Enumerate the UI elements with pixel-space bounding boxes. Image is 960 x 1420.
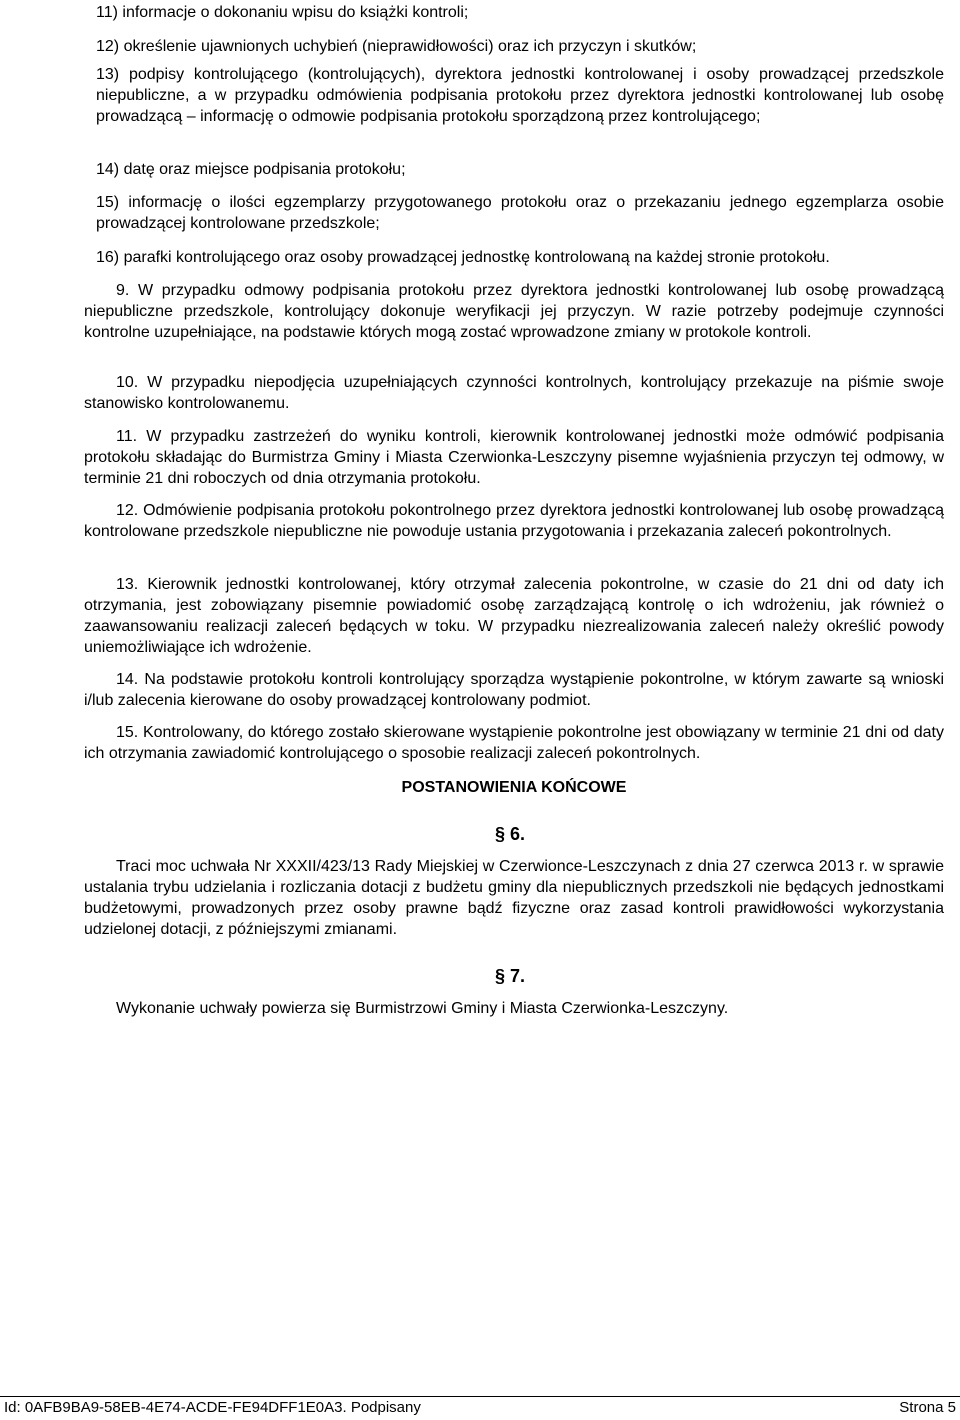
section-7-sign: § 7. bbox=[495, 966, 526, 986]
paragraph-14: 14. Na podstawie protokołu kontroli kontrolujący sporządza wystąpienie pokontrolne, w którym zawarte są wnioski i/lub zalecenia kierowane do osoby prowadzącej kontrolowany podmiot. bbox=[84, 671, 944, 709]
paragraph-9: 9. W przypadku odmowy podpisania protokołu przez dyrektora jednostki kontrolowanej lub osobę prowadzącą niepubliczne przedszkole, kontrolujący dokonuje weryfikacji jej przyczyn. W razie potrzeby podejmuje czynności kontrolne uzupełniające, na podstawie których mogą zostać wprowadzone zmiany w protokole kontroli. bbox=[84, 282, 944, 341]
section-7-text: Wykonanie uchwały powierza się Burmistrzowi Gminy i Miasta Czerwionka-Leszczyny. bbox=[116, 1000, 729, 1017]
list-item-14: 14) datę oraz miejsce podpisania protokołu; bbox=[96, 161, 406, 178]
list-item-12: 12) określenie ujawnionych uchybień (nieprawidłowości) oraz ich przyczyn i skutków; bbox=[96, 38, 697, 55]
page-footer bbox=[0, 1396, 960, 1420]
list-item-13: 13) podpisy kontrolującego (kontrolujących), dyrektora jednostki kontrolowanej i osoby prowadzącej przedszkole niepubliczne, a w przypadku odmówienia podpisania protokołu przez dyrektora jednostki kontrolowanej lub osobę prowadzącą – informację o odmowie podpisania protokołu sporządzoną przez kontrolującego; bbox=[96, 66, 944, 125]
document-id: Id: 0AFB9BA9-58EB-4E74-ACDE-FE94DFF1E0A3. Podpisany bbox=[4, 1399, 421, 1416]
paragraph-11: 11. W przypadku zastrzeżeń do wyniku kontroli, kierownik kontrolowanej jednostki może odmówić podpisania protokołu składając do Burmistrza Gminy i Miasta Czerwionka-Leszczyny pisemne wyjaśnienia przyczyn tej odmowy, w terminie 21 dni roboczych od dnia otrzymania protokołu. bbox=[84, 428, 944, 487]
paragraph-10: 10. W przypadku niepodjęcia uzupełniających czynności kontrolnych, kontrolujący przekazuje na piśmie swoje stanowisko kontrolowanemu. bbox=[84, 374, 944, 412]
paragraph-15: 15. Kontrolowany, do którego zostało skierowane wystąpienie pokontrolne jest obowiązany w terminie 21 dni od daty ich otrzymania zawiadomić kontrolującego o sposobie realizacji zaleceń pokontrolnych. bbox=[84, 724, 944, 762]
section-heading: POSTANOWIENIA KOŃCOWE bbox=[401, 779, 627, 796]
list-item-11: 11) informacje o dokonaniu wpisu do książki kontroli; bbox=[96, 4, 469, 21]
page-number: Strona 5 bbox=[899, 1399, 956, 1416]
paragraph-12: 12. Odmówienie podpisania protokołu pokontrolnego przez dyrektora jednostki kontrolowanej lub osobę prowadzącą kontrolowane przedszkole niepubliczne nie powoduje ustania przygotowania i przekazania zaleceń pokontrolnych. bbox=[84, 502, 944, 540]
section-6-sign: § 6. bbox=[495, 824, 526, 844]
list-item-16: 16) parafki kontrolującego oraz osoby prowadzącej jednostkę kontrolowaną na każdej stronie protokołu. bbox=[96, 249, 830, 266]
section-6-text: Traci moc uchwała Nr XXXII/423/13 Rady Miejskiej w Czerwionce-Leszczynach z dnia 27 czerwca 2013 r. w sprawie ustalania trybu udzielania i rozliczania dotacji z budżetu gminy dla niepublicznych przedszkoli nie będących jednostkami budżetowymi, prowadzonych przez osoby prawne bądź fizyczne oraz zasad kontroli prawidłowości wykorzystania udzielonej dotacji, z późniejszymi zmianami. bbox=[84, 858, 944, 938]
list-item-15: 15) informację o ilości egzemplarzy przygotowanego protokołu oraz o przekazaniu jednego egzemplarza osobie prowadzącej kontrolowane przedszkole; bbox=[96, 194, 944, 232]
paragraph-13: 13. Kierownik jednostki kontrolowanej, który otrzymał zalecenia pokontrolne, w czasie do 21 dni od daty ich otrzymania, jest zobowiązany pisemnie powiadomić osobę zarządzającą kontrolę o ich wdrożeniu, jak również o zaawansowaniu realizacji zaleceń będących w toku. W przypadku niezrealizowania zaleceń należy określić powody uniemożliwiające ich wdrożenie. bbox=[84, 576, 944, 656]
